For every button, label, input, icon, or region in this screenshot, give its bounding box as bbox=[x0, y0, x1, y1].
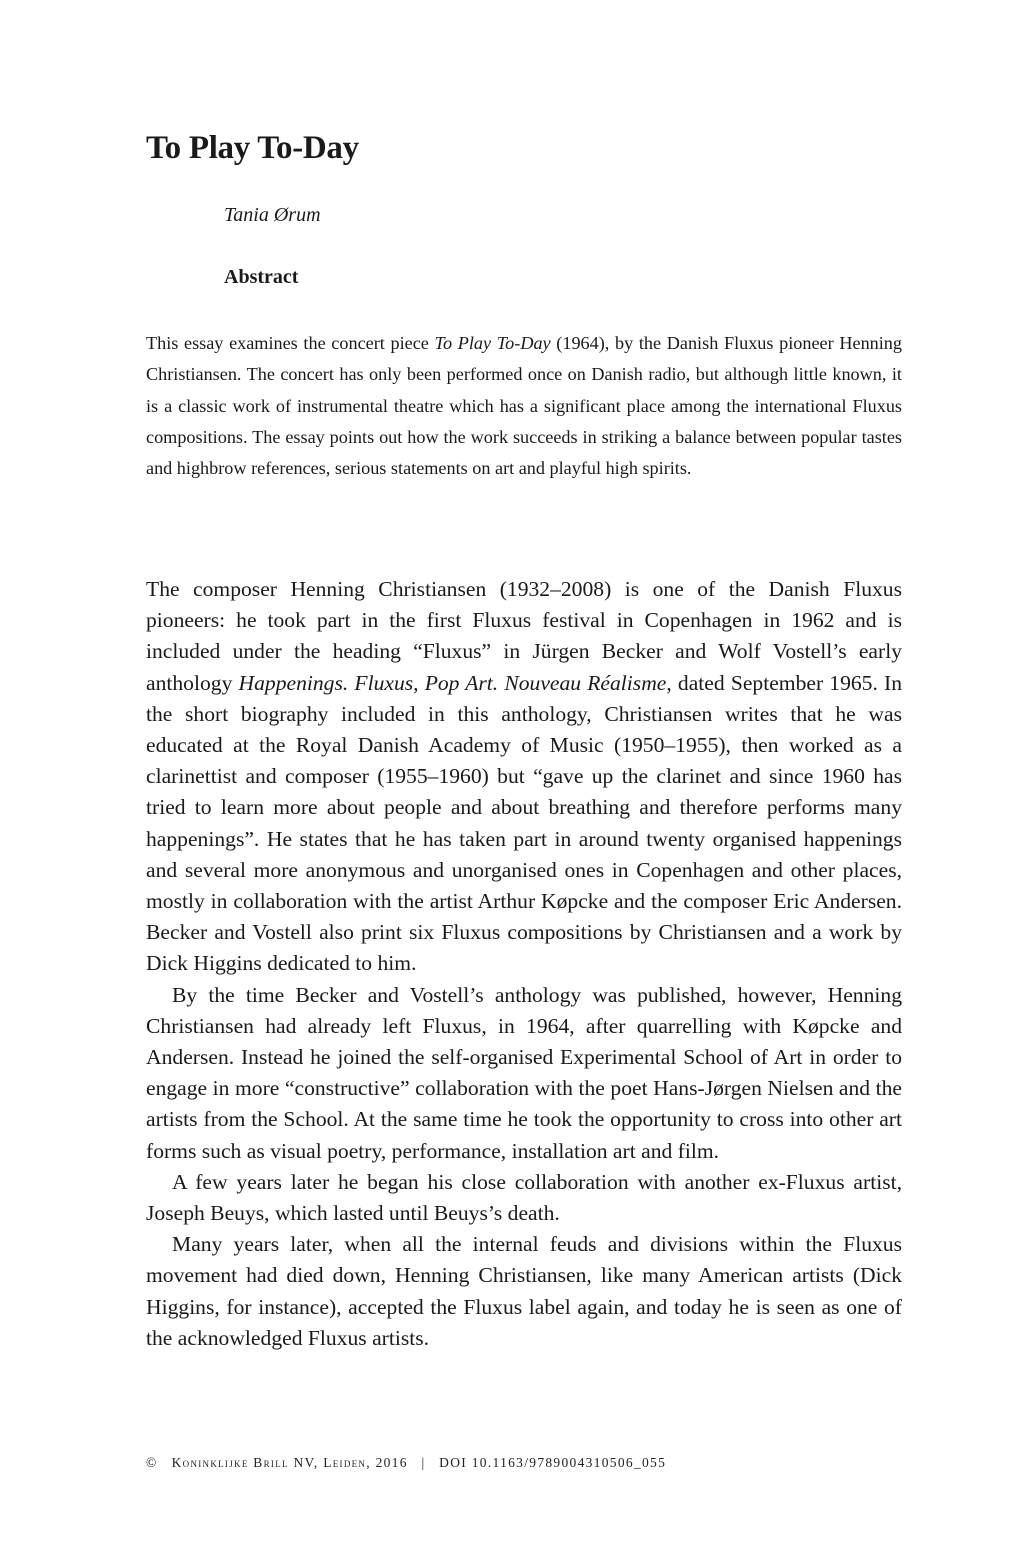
article-title: To Play To-Day bbox=[146, 130, 359, 166]
copyright-icon: © bbox=[146, 1455, 158, 1470]
abstract-heading: Abstract bbox=[224, 266, 299, 288]
body-paragraph-4: Many years later, when all the internal feuds and divisions within the Fluxus movement had died down, Henning Christiansen, like many American artists (Dick Higgins, for instance), accepted the Fluxus label again, and today he is seen as one of the acknowledged Fluxus artists. bbox=[146, 1232, 902, 1350]
body-paragraph-3: A few years later he began his close collaboration with another ex-Fluxus artist, Joseph Beuys, which lasted until Beuys’s death. bbox=[146, 1169, 902, 1226]
abstract-text-end: (1964), by the Danish Fluxus pioneer Henning Christiansen. The concert has only been performed once on Danish radio, but although little known, it is a classic work of instrumental theatre which has a significant place among the international Fluxus compositions. The essay points out how the work succeeds in striking a balance between popular tastes and highbrow references, serious statements on art and playful high spirits. bbox=[146, 333, 902, 479]
author-name: Tania Ørum bbox=[224, 204, 321, 226]
abstract-work-title: To Play To-Day bbox=[434, 333, 551, 353]
doi-link[interactable]: DOI 10.1163/9789004310506_055 bbox=[439, 1455, 667, 1470]
footer-separator: | bbox=[421, 1455, 426, 1470]
page-footer bbox=[146, 1455, 666, 1471]
publisher-notice: Koninklijke Brill NV, Leiden, 2016 bbox=[171, 1455, 408, 1470]
article-body bbox=[146, 574, 902, 1354]
anthology-title: Happenings. Fluxus, Pop Art. Nouveau Réalisme bbox=[238, 670, 667, 695]
abstract-text-start: This essay examines the concert piece bbox=[146, 333, 435, 353]
paragraph-1-start: The composer Henning Christiansen (1932–2008) is one of the Danish Fluxus pioneers: he took part in the first Fluxus festival in Copenhagen in 1962 and is included under the heading “Fluxus” in Jürgen Becker and Wolf Vostell’s early anthology bbox=[146, 577, 902, 695]
abstract-text bbox=[146, 328, 902, 484]
body-paragraph-1 bbox=[146, 574, 902, 980]
paragraph-1-end: , dated September 1965. In the short biography included in this anthology, Christiansen writes that he was educated at the Royal Danish Academy of Music (1950–1955), then worked as a clarinettist and composer (1955–1960) but “gave up the clarinet and since 1960 has tried to learn more about people and about breathing and therefore performs many happenings”. He states that he has taken part in around twenty organised happenings and several more anonymous and unorganised ones in Copenhagen and other places, mostly in collaboration with the artist Arthur Køpcke and the composer Eric Andersen. Becker and Vostell also print six Fluxus compositions by Christiansen and a work by Dick Higgins dedicated to him. bbox=[146, 670, 902, 976]
body-paragraph-2: By the time Becker and Vostell’s anthology was published, however, Henning Christiansen had already left Fluxus, in 1964, after quarrelling with Køpcke and Andersen. Instead he joined the self-organised Experimental School of Art in order to engage in more “constructive” collaboration with the poet Hans-Jørgen Nielsen and the artists from the School. At the same time he took the opportunity to cross into other art forms such as visual poetry, performance, installation art and film. bbox=[146, 982, 902, 1163]
